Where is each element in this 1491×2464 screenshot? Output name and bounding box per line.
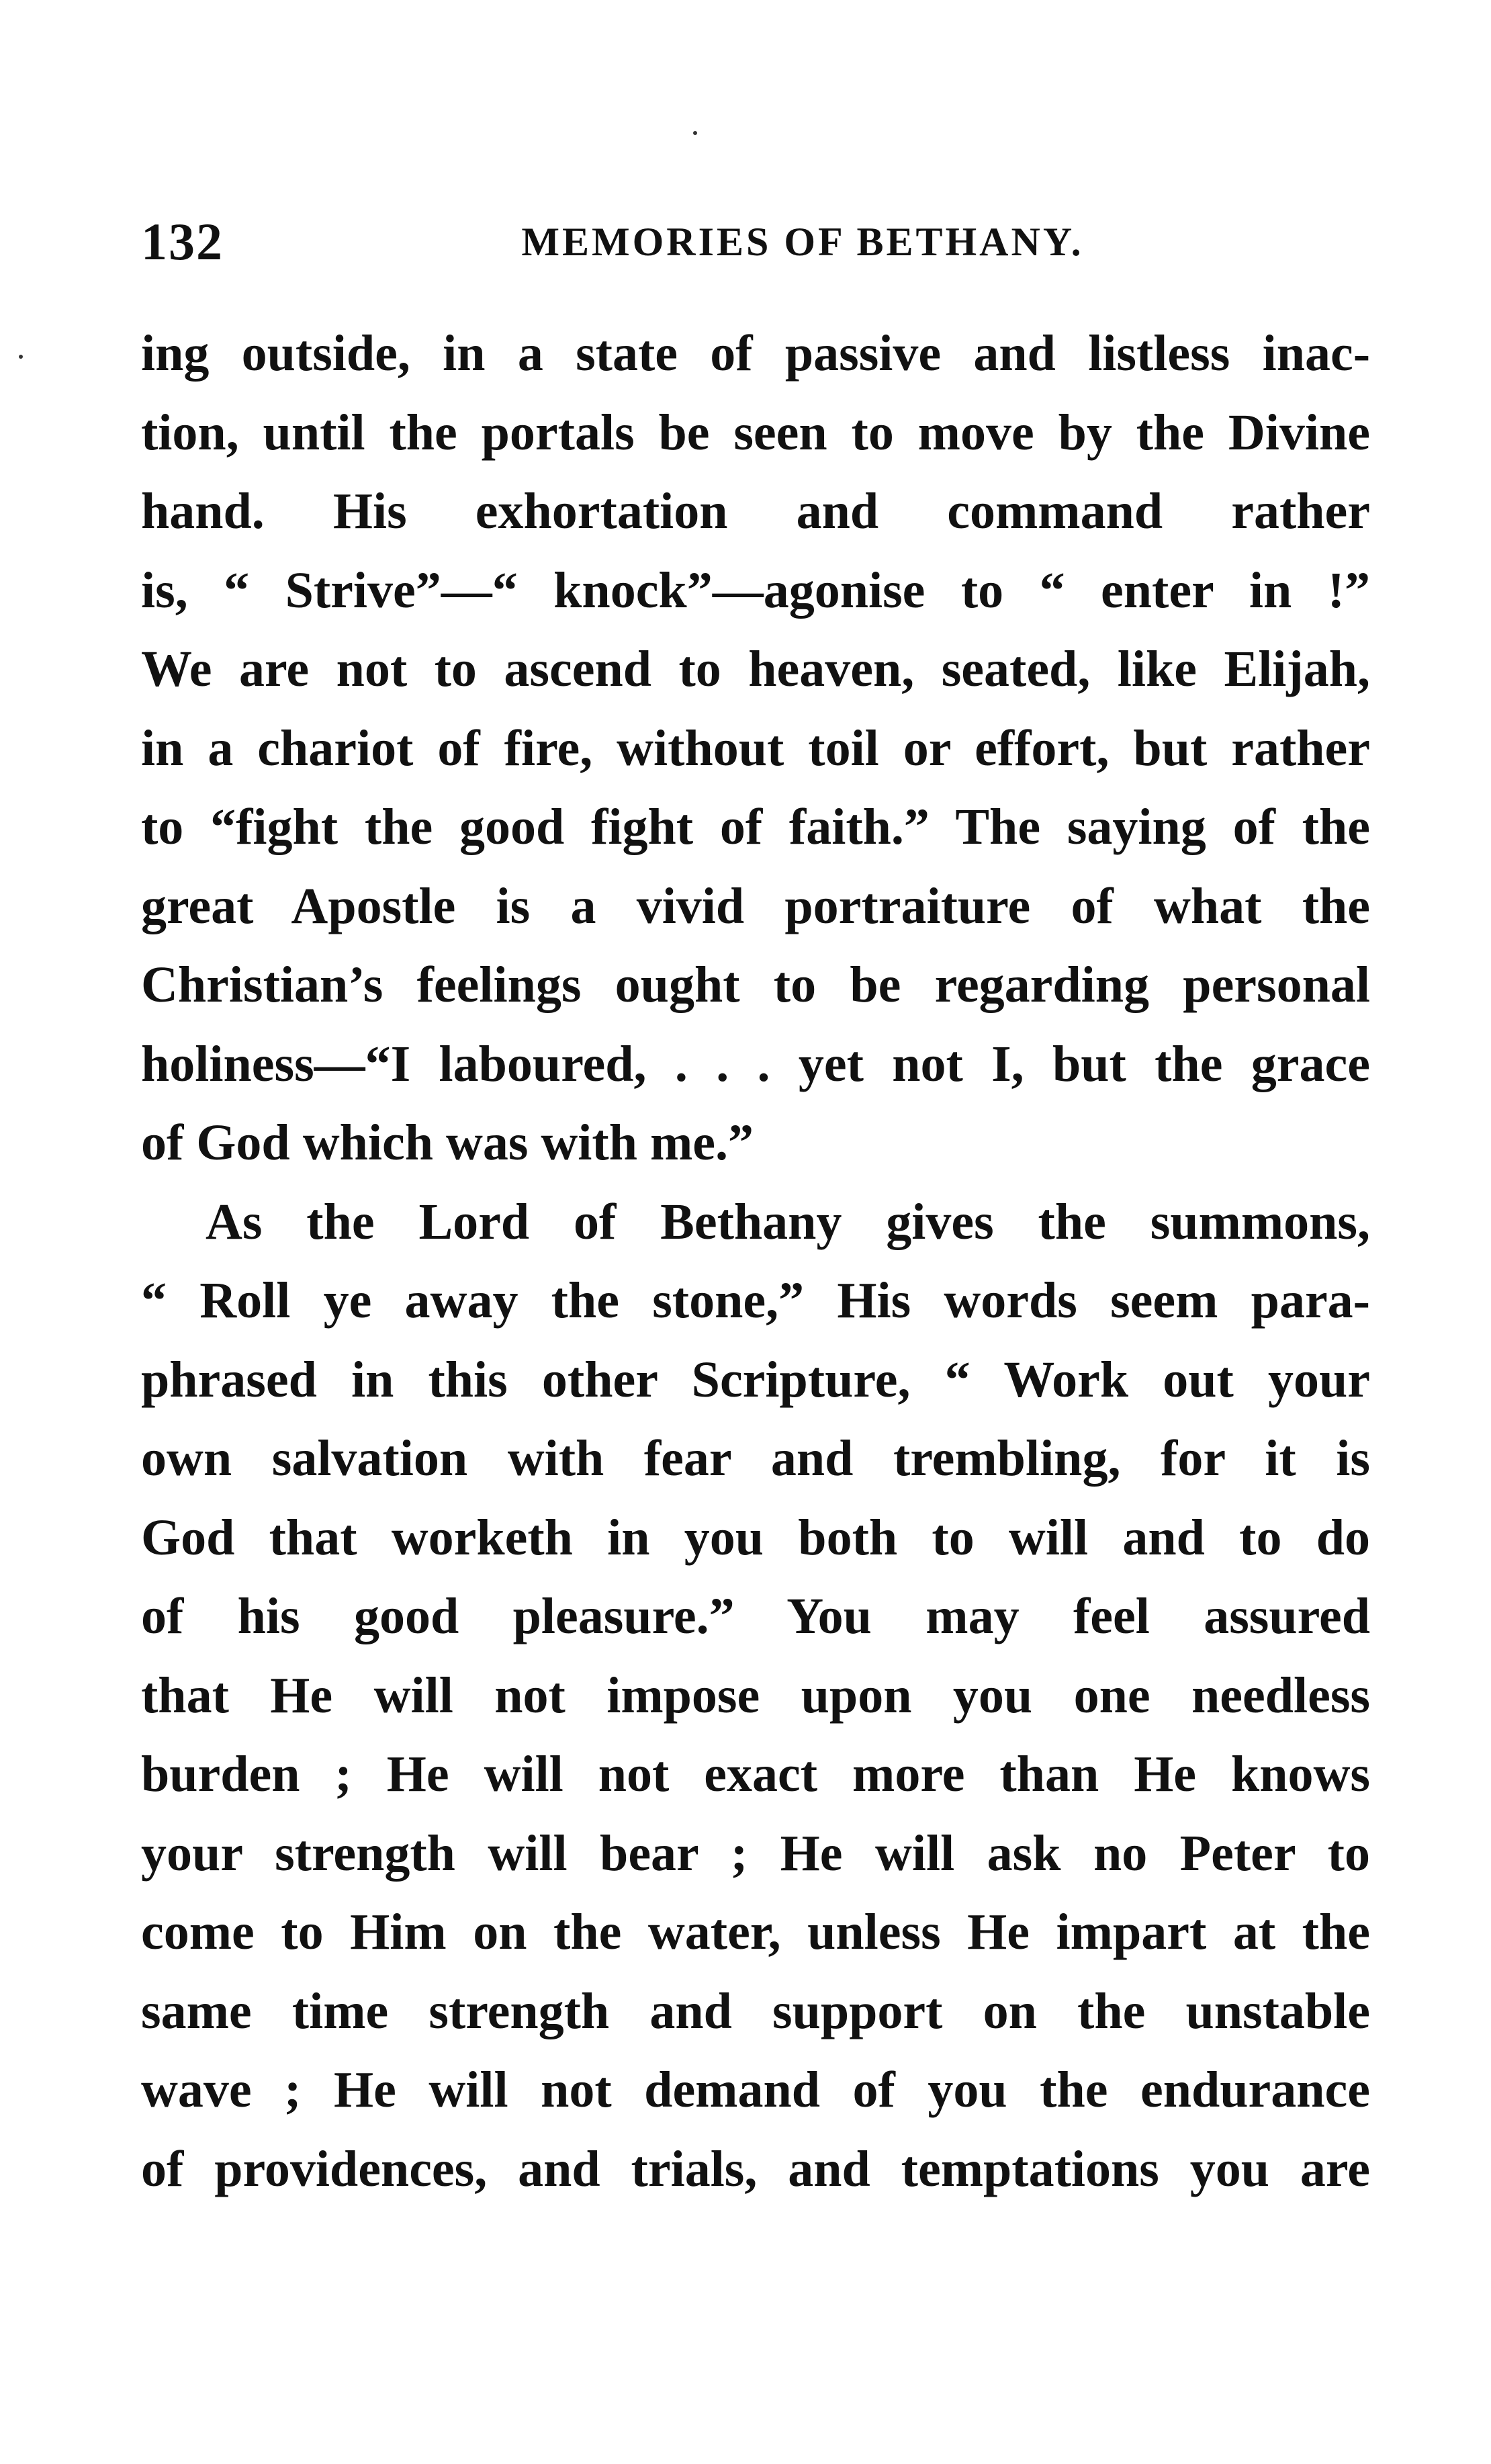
text-line: hand. His exhortation and command rather xyxy=(141,483,1370,539)
paragraph-2 xyxy=(141,1183,1370,2209)
running-head: MEMORIES OF BETHANY. xyxy=(521,220,1084,264)
text-line: come to Him on the water, unless He impart at the xyxy=(141,1904,1370,1960)
text-line: is, “ Strive”—“ knock”—agonise to “ enter in !” xyxy=(141,562,1370,619)
text-line: great Apostle is a vivid portraiture of what the xyxy=(141,877,1370,934)
text-line: “ Roll ye away the stone,” His words seem para- xyxy=(141,1272,1370,1329)
text-line: your strength will bear ; He will ask no Peter to xyxy=(141,1824,1370,1882)
text-line: of God which was with me.” xyxy=(141,1114,754,1171)
text-line: phrased in this other Scripture, “ Work out your xyxy=(141,1351,1370,1408)
text-line: own salvation with fear and trembling, for it is xyxy=(141,1430,1370,1487)
paragraph-1 xyxy=(141,314,1370,1183)
print-speck xyxy=(693,131,697,135)
text-line: tion, until the portals be seen to move by the Divine xyxy=(141,404,1370,461)
text-line: We are not to ascend to heaven, seated, like Elijah, xyxy=(141,641,1370,697)
text-line: that He will not impose upon you one needless xyxy=(141,1667,1370,1724)
text-line: in a chariot of fire, without toil or effort, but rather xyxy=(141,719,1370,777)
text-line: ing outside, in a state of passive and listless inac- xyxy=(141,325,1370,382)
text-line: of providences, and trials, and temptations you are xyxy=(141,2140,1370,2197)
text-line: holiness—“I laboured, . . . yet not I, but the grace xyxy=(141,1035,1370,1092)
text-line: same time strength and support on the unstable xyxy=(141,1982,1370,2039)
page-number: 132 xyxy=(141,212,224,271)
text-line: God that worketh in you both to will and to do xyxy=(141,1509,1370,1566)
page-header xyxy=(141,202,1370,282)
text-line: Christian’s feelings ought to be regarding personal xyxy=(141,957,1370,1013)
text-line: wave ; He will not demand of you the endurance xyxy=(141,2062,1370,2118)
text-line: of his good pleasure.” You may feel assured xyxy=(141,1588,1370,1644)
body-text xyxy=(141,314,1370,2209)
text-line: As the Lord of Bethany gives the summons, xyxy=(206,1193,1370,1250)
text-line: to “fight the good fight of faith.” The saying of the xyxy=(141,799,1370,855)
text-line: burden ; He will not exact more than He knows xyxy=(141,1746,1370,1802)
print-speck xyxy=(19,355,23,359)
